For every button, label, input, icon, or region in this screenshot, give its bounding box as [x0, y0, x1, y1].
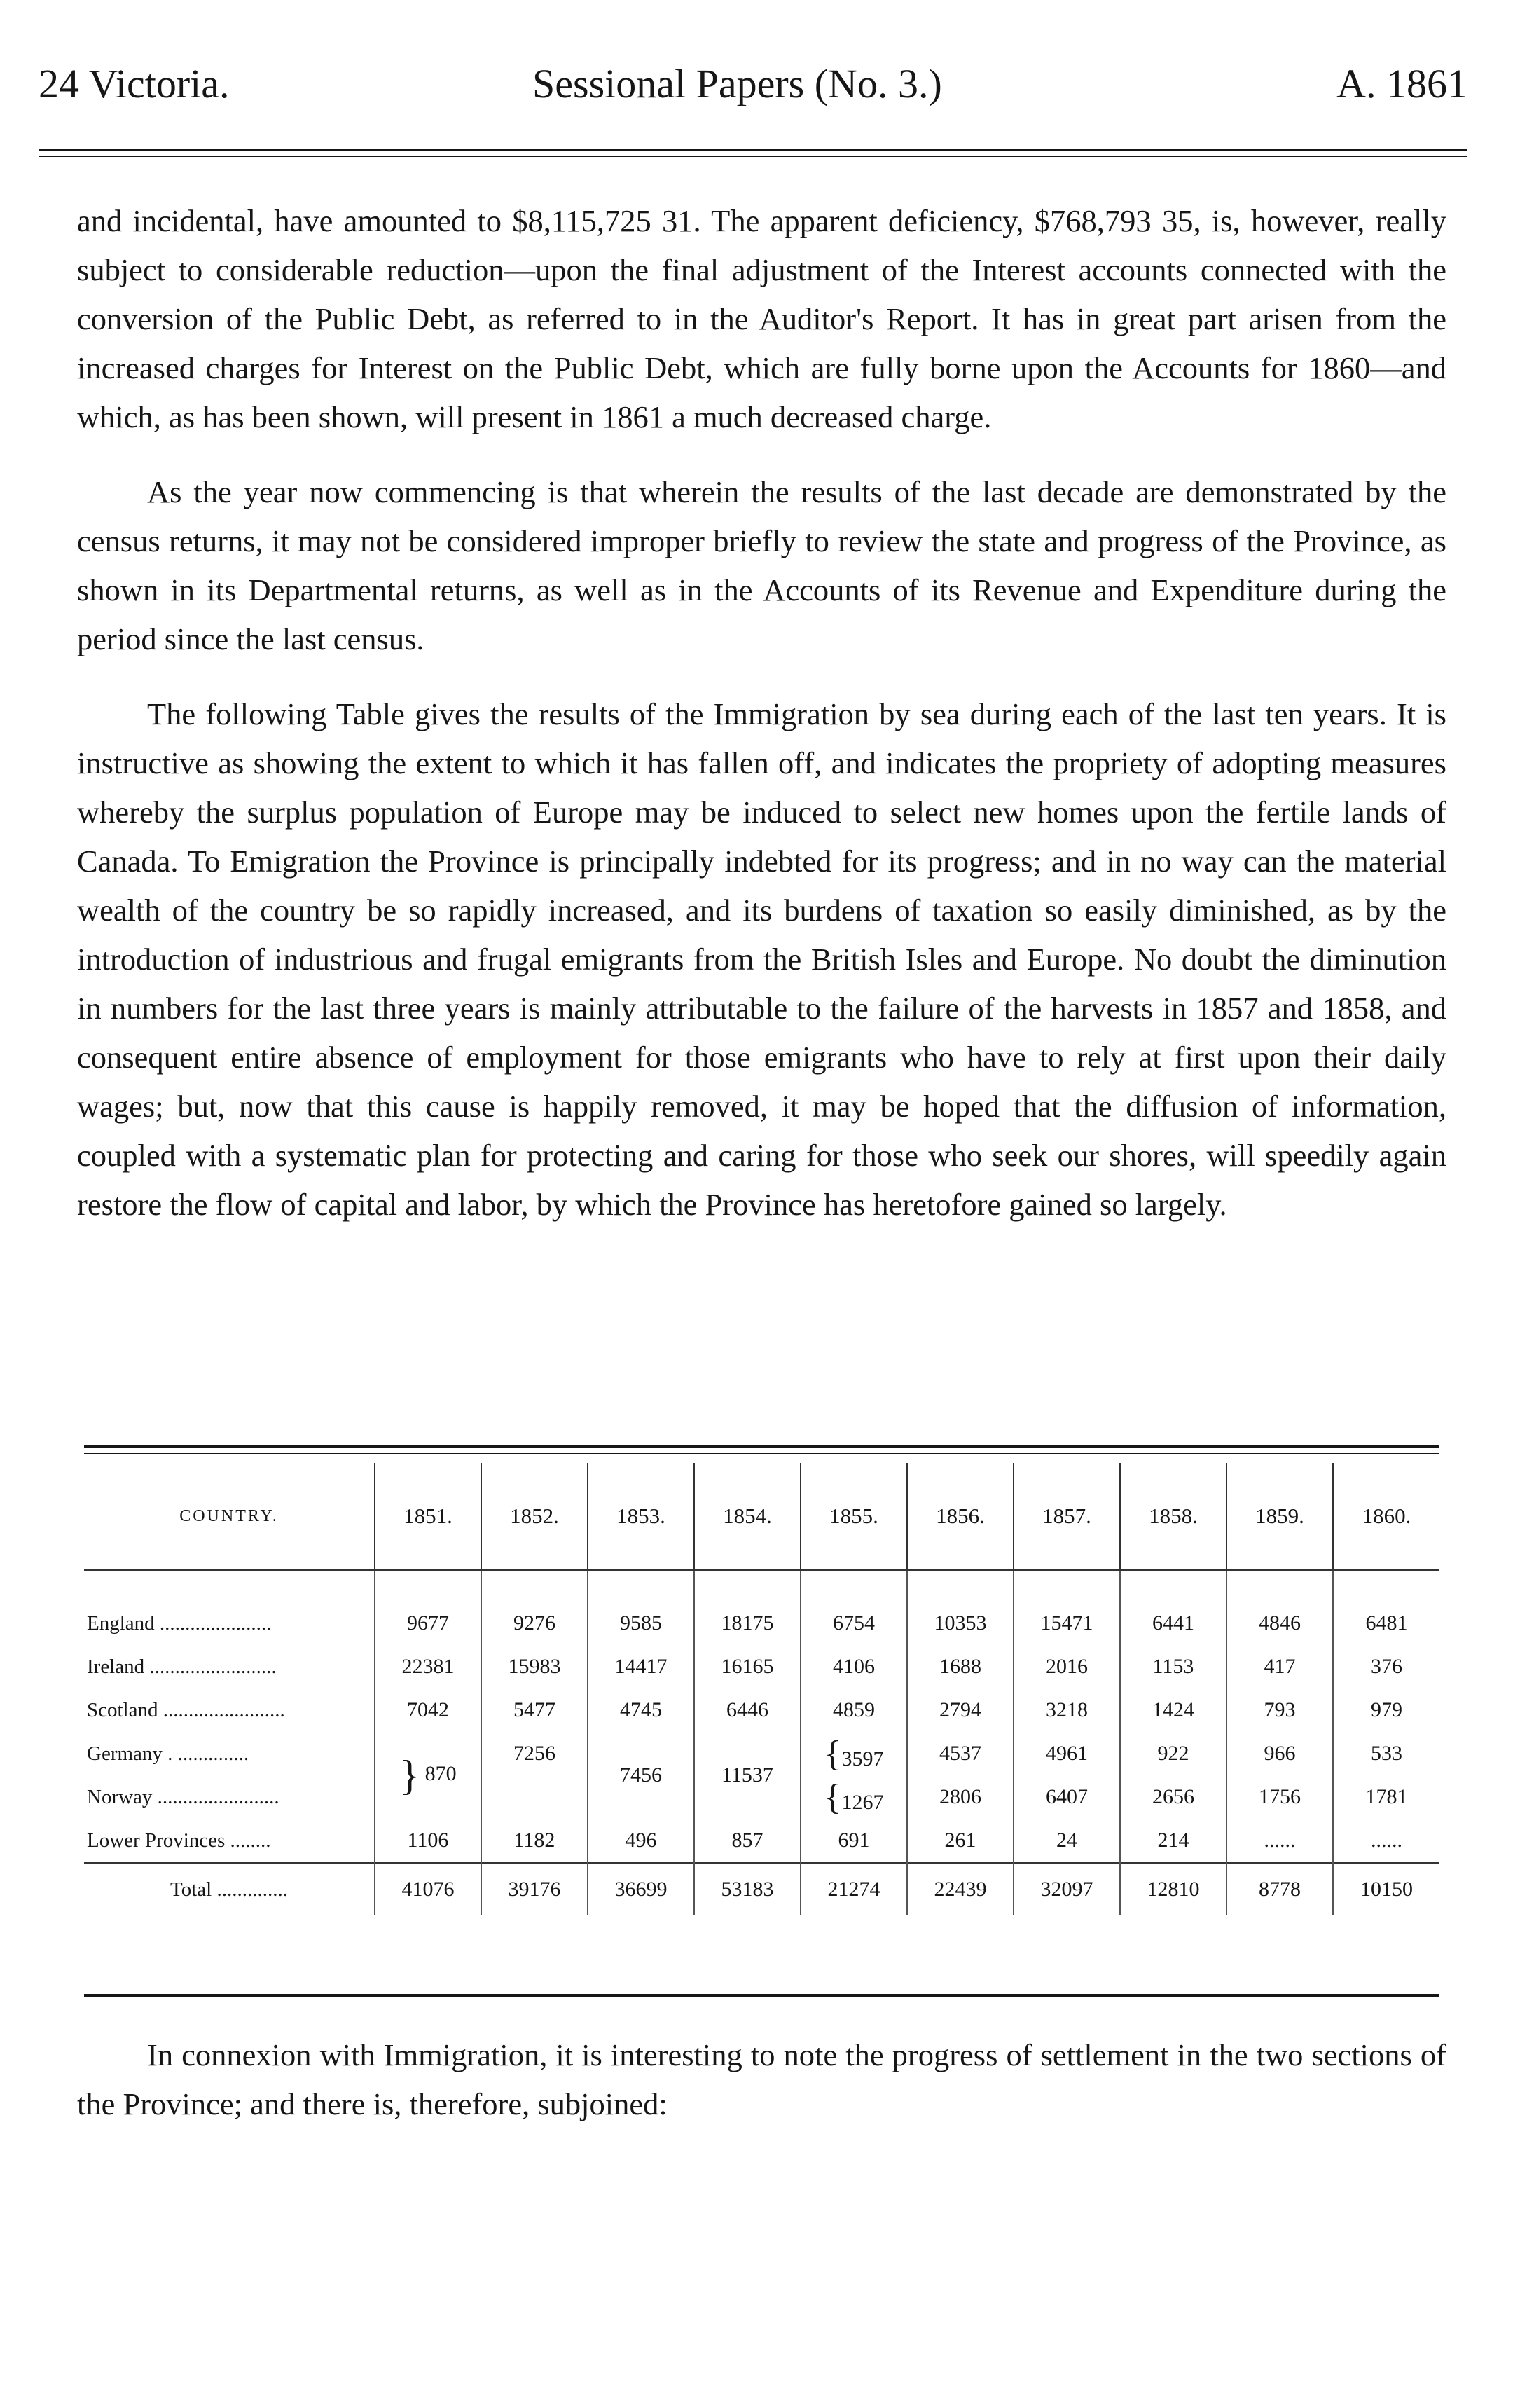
table-cell: 22381 — [375, 1645, 481, 1688]
table-cell: 261 — [907, 1819, 1014, 1863]
table-cell: ...... — [1226, 1819, 1333, 1863]
table-top-rule-thin — [84, 1453, 1439, 1454]
table-cell: 966 — [1226, 1732, 1333, 1775]
table-cell — [481, 1775, 588, 1819]
total-label: Total .............. — [84, 1863, 375, 1915]
table-cell: 14417 — [588, 1645, 694, 1688]
table-cell: 533 — [1333, 1732, 1439, 1775]
table-cell: 6441 — [1120, 1570, 1226, 1645]
table-cell: 2656 — [1120, 1775, 1226, 1819]
table-cell: 1106 — [375, 1819, 481, 1863]
table-cell: 9276 — [481, 1570, 588, 1645]
year-header: 1859. — [1226, 1463, 1333, 1570]
country-header: COUNTRY. — [84, 1463, 375, 1570]
table-cell: 24 — [1014, 1819, 1120, 1863]
table-cell — [801, 1775, 907, 1819]
table-cell: 6754 — [801, 1570, 907, 1645]
closing-text — [77, 2030, 1446, 2154]
header-year: A. 1861 — [1336, 61, 1467, 106]
table-cell: 979 — [1333, 1688, 1439, 1732]
table-cell: 5477 — [481, 1688, 588, 1732]
table-row-lower-provinces — [84, 1819, 1439, 1863]
header-rule-thick — [39, 149, 1467, 151]
table-cell: 1153 — [1120, 1645, 1226, 1688]
table-cell: 2794 — [907, 1688, 1014, 1732]
table-cell: 6481 — [1333, 1570, 1439, 1645]
total-cell: 22439 — [907, 1863, 1014, 1915]
table-cell: 1182 — [481, 1819, 588, 1863]
cell-value: 1267 — [841, 1790, 884, 1814]
table-row-scotland — [84, 1688, 1439, 1732]
year-header: 1853. — [588, 1463, 694, 1570]
table-row-england — [84, 1570, 1439, 1645]
table-cell: 7256 — [481, 1732, 588, 1775]
table-cell: 793 — [1226, 1688, 1333, 1732]
table-cell: 496 — [588, 1819, 694, 1863]
total-cell: 10150 — [1333, 1863, 1439, 1915]
table-cell: 7042 — [375, 1688, 481, 1732]
table-cell: 10353 — [907, 1570, 1014, 1645]
table-header-row — [84, 1463, 1439, 1570]
year-header: 1852. — [481, 1463, 588, 1570]
table-cell: 3218 — [1014, 1688, 1120, 1732]
immigration-table — [84, 1463, 1439, 1915]
country-label: Norway ........................ — [87, 1785, 279, 1808]
paragraph-3: The following Table gives the results of the Immigration by sea during each of the last ten years. It is instructive as showing the extent to which it has fallen off, and indicates the propriety of adopting measures whereby the surplus population of Europe may be induced to select new homes upon the fertile lands of Canada. To Emigration the Province is principally indebted for its progress; and in no way can the material wealth of the country be so rapidly increased, and its burdens of taxation so easily diminished, as by the introduction of industrious and frugal emigrants from the British Isles and Europe. No doubt the diminution in numbers for the last three years is mainly attributable to the failure of the harvests in 1857 and 1858, and consequent entire absence of employment for those emigrants who have to rely at first upon their daily wages; but, now that this cause is happily removed, it may be hoped that the diffusion of information, coupled with a systematic plan for protecting and caring for those who seek our shores, will speedily again restore the flow of capital and labor, by which the Province has heretofore gained so largely. — [77, 696, 1446, 1222]
body-text — [77, 196, 1446, 1255]
table-cell-merged: 11537 — [694, 1732, 801, 1819]
year-header: 1855. — [801, 1463, 907, 1570]
table-cell: 9677 — [375, 1570, 481, 1645]
table-cell: 15983 — [481, 1645, 588, 1688]
table-cell: 4537 — [907, 1732, 1014, 1775]
table-cell: 16165 — [694, 1645, 801, 1688]
cell-value: 3597 — [841, 1747, 884, 1770]
country-label: England ...................... — [87, 1611, 272, 1635]
table-top-rule — [84, 1445, 1439, 1448]
total-cell: 39176 — [481, 1863, 588, 1915]
table-bottom-rule — [84, 1994, 1439, 1997]
header-volume: 24 Victoria. — [39, 61, 230, 106]
brace-glyph: { — [824, 1733, 842, 1774]
table-cell: 4745 — [588, 1688, 694, 1732]
table-row-germany — [84, 1732, 1439, 1775]
table-cell: 18175 — [694, 1570, 801, 1645]
table-cell — [801, 1732, 907, 1775]
table-cell: 1424 — [1120, 1688, 1226, 1732]
table-cell: 4859 — [801, 1688, 907, 1732]
table-row-total — [84, 1863, 1439, 1915]
total-cell: 53183 — [694, 1863, 801, 1915]
table-cell: 922 — [1120, 1732, 1226, 1775]
table-cell: 15471 — [1014, 1570, 1120, 1645]
country-label: Germany . .............. — [87, 1742, 249, 1765]
year-header: 1854. — [694, 1463, 801, 1570]
paragraph-closing: In connexion with Immigration, it is interesting to note the progress of settlement in the two sections of the Province; and there is, therefore, subjoined: — [77, 2037, 1446, 2121]
country-label: Lower Provinces ........ — [87, 1829, 271, 1852]
table-cell: 6407 — [1014, 1775, 1120, 1819]
header-title: Sessional Papers (No. 3.) — [532, 61, 942, 106]
total-cell: 41076 — [375, 1863, 481, 1915]
year-header: 1851. — [375, 1463, 481, 1570]
paragraph-2: As the year now commencing is that wherein the results of the last decade are demonstrated by the census returns, it may not be considered improper briefly to review the state and progress of the Province, as shown in its Departmental returns, as well as in the Accounts of its Revenue and Expenditure during the period since the last census. — [77, 474, 1446, 656]
table-cell: 1756 — [1226, 1775, 1333, 1819]
year-header: 1860. — [1333, 1463, 1439, 1570]
table-cell: 214 — [1120, 1819, 1226, 1863]
table-cell: 6446 — [694, 1688, 801, 1732]
table-cell: 1781 — [1333, 1775, 1439, 1819]
table-cell: 4961 — [1014, 1732, 1120, 1775]
total-cell: 8778 — [1226, 1863, 1333, 1915]
table-cell: 2806 — [907, 1775, 1014, 1819]
table-cell: 417 — [1226, 1645, 1333, 1688]
total-cell: 12810 — [1120, 1863, 1226, 1915]
table-cell: 9585 — [588, 1570, 694, 1645]
total-cell: 36699 — [588, 1863, 694, 1915]
table-cell: 691 — [801, 1819, 907, 1863]
table-cell-merged: 7456 — [588, 1732, 694, 1819]
table-cell: 4106 — [801, 1645, 907, 1688]
year-header: 1857. — [1014, 1463, 1120, 1570]
table-cell: 4846 — [1226, 1570, 1333, 1645]
paragraph-1: and incidental, have amounted to $8,115,725 31. The apparent deficiency, $768,793 35, is, however, really subject to considerable reduction—upon the final adjustment of the Interest accounts connected with the conversion of the Public Debt, as referred to in the Auditor's Report. It has in great part arisen from the increased charges for Interest on the Public Debt, which are fully borne upon the Accounts for 1860—and which, as has been shown, will present in 1861 a much decreased charge. — [77, 203, 1446, 434]
table-cell: 2016 — [1014, 1645, 1120, 1688]
year-header: 1858. — [1120, 1463, 1226, 1570]
brace-glyph: { — [824, 1777, 842, 1817]
merged-value: 870 — [424, 1761, 457, 1785]
total-cell: 21274 — [801, 1863, 907, 1915]
brace-glyph: } — [399, 1752, 420, 1798]
header-rule-thin — [39, 156, 1467, 157]
table-cell: ...... — [1333, 1819, 1439, 1863]
country-label: Scotland ........................ — [87, 1698, 285, 1721]
table-row-ireland — [84, 1645, 1439, 1688]
year-header: 1856. — [907, 1463, 1014, 1570]
table-cell-merged — [375, 1732, 481, 1819]
country-label: Ireland ......................... — [87, 1655, 277, 1678]
total-cell: 32097 — [1014, 1863, 1120, 1915]
table-cell: 1688 — [907, 1645, 1014, 1688]
table-cell: 857 — [694, 1819, 801, 1863]
running-header — [39, 56, 1467, 112]
table-cell: 376 — [1333, 1645, 1439, 1688]
